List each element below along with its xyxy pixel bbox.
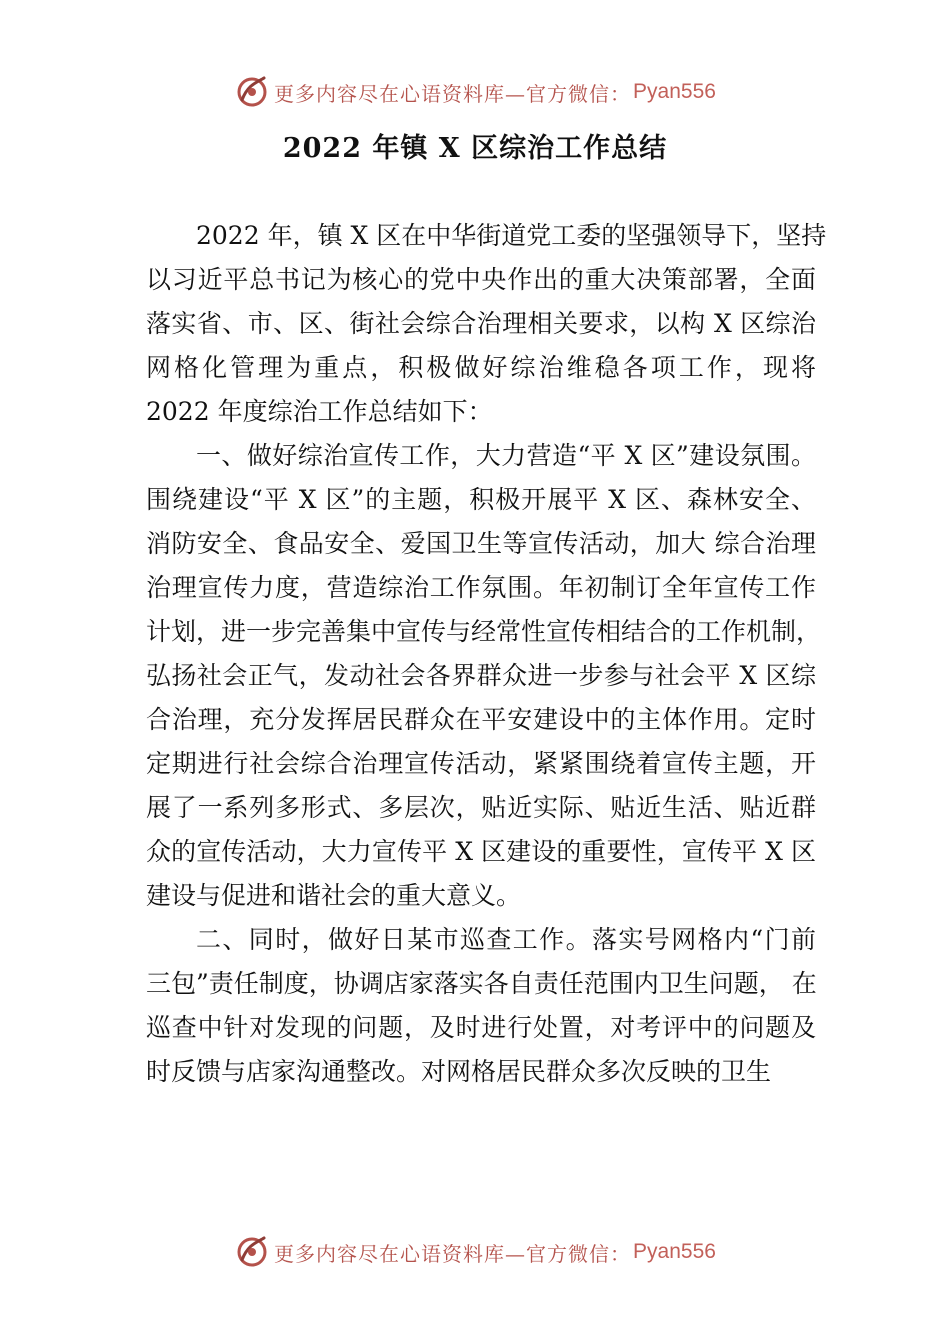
body-line: 落实省、市、区、街社会综合治理相关要求，以构 X 区综治 [146,309,816,338]
body-line: 巡查中针对发现的问题，及时进行处置，对考评中的问题及 [146,1013,816,1042]
body-line: 三包”责任制度，协调店家落实各自责任范围内卫生问题， 在 [146,969,817,998]
footer-banner-text: 更多内容尽在心语资料库—官方微信： [274,1241,632,1266]
brand-logo-icon [234,74,270,110]
header-watermark-banner [0,72,950,112]
body-line: 二、同时，做好日某市巡查工作。落实号网格内“门前 [196,925,816,954]
body-line: 围绕建设“平 X 区”的主题，积极开展平 X 区、森林安全、 [146,485,816,514]
body-line: 2022 年度综治工作总结如下： [146,397,493,426]
body-line: 一、做好综治宣传工作，大力营造“平 X 区”建设氛围。 [196,441,816,470]
footer-wechat-id: Pyan556 [633,1240,716,1263]
document-body [146,214,827,1094]
body-line: 治理宣传力度，营造综治工作氛围。年初制订全年宣传工作 [146,573,816,602]
body-line: 2022 年，镇 X 区在中华街道党工委的坚强领导下，坚持 [196,221,827,250]
body-line: 众的宣传活动，大力宣传平 X 区建设的重要性，宣传平 X 区 [146,837,816,866]
body-line: 时反馈与店家沟通整改。对网格居民群众多次反映的卫生 [146,1057,772,1086]
header-wechat-id: Pyan556 [633,80,716,103]
body-line: 弘扬社会正气，发动社会各界群众进一步参与社会平 X 区综 [146,661,816,690]
body-line: 消防安全、食品安全、爱国卫生等宣传活动，加大 综合治理 [146,529,816,558]
footer-watermark-banner [0,1232,950,1272]
body-line: 定期进行社会综合治理宣传活动，紧紧围绕着宣传主题，开 [146,749,816,778]
body-line: 建设与促进和谐社会的重大意义。 [146,881,522,910]
header-banner-text: 更多内容尽在心语资料库—官方微信： [274,81,632,106]
body-line: 计划，进一步完善集中宣传与经常性宣传相结合的工作机制， [146,617,822,646]
body-line: 以习近平总书记为核心的党中央作出的重大决策部署，全面 [146,265,816,294]
body-line: 网格化管理为重点，积极做好综治维稳各项工作，现将 [146,353,816,382]
brand-logo-icon [234,1234,270,1270]
document-title: 2022 年镇 X 区综治工作总结 [282,133,668,164]
body-line: 合治理，充分发挥居民群众在平安建设中的主体作用。定时 [146,705,816,734]
body-line: 展了一系列多形式、多层次，贴近实际、贴近生活、贴近群 [146,793,816,822]
